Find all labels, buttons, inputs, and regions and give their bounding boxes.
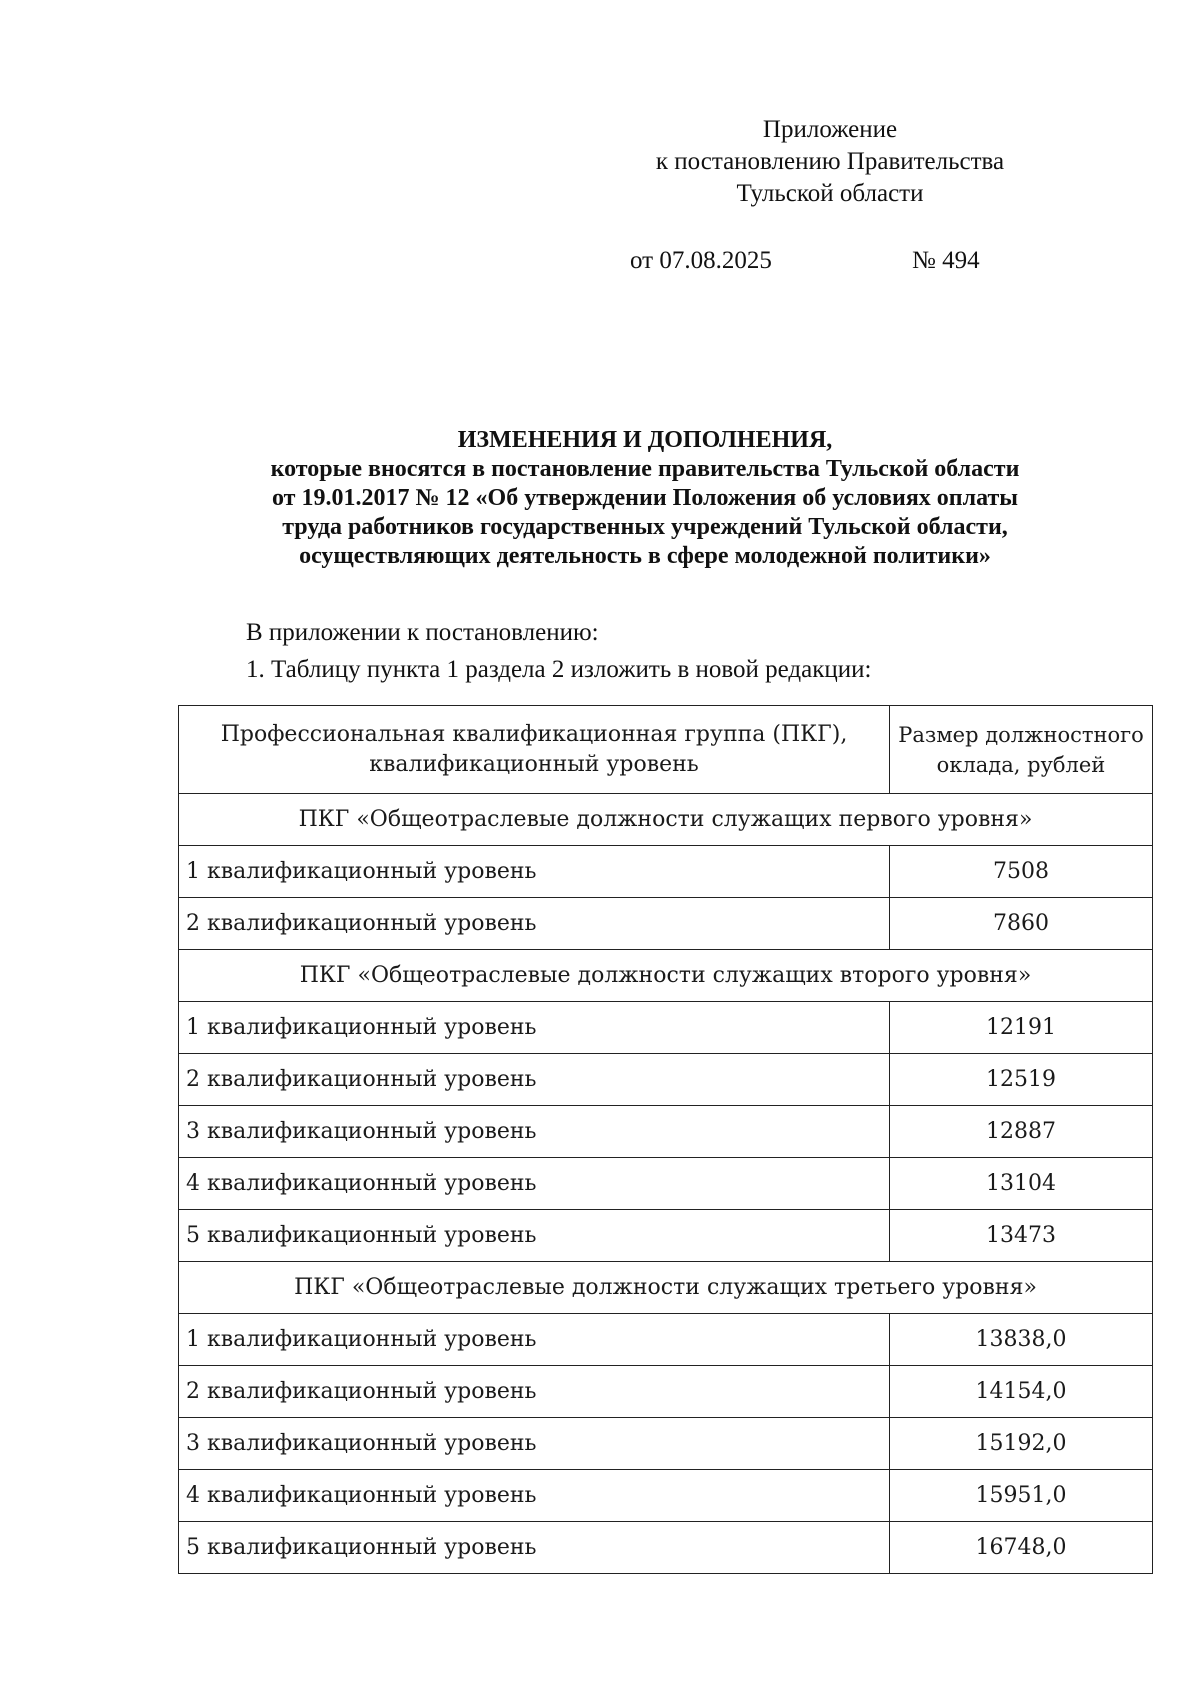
salary-cell: 16748,0 [890,1522,1153,1574]
level-cell: 1 квалификационный уровень [179,1314,890,1366]
heading-line: от 19.01.2017 № 12 «Об утверждении Положения об условиях оплаты [271,485,1019,511]
table-row [179,898,1153,950]
group-title: ПКГ «Общеотраслевые должности служащих первого уровня» [179,794,1153,846]
table-row [179,1314,1153,1366]
level-cell: 4 квалификационный уровень [179,1158,890,1210]
level-cell: 1 квалификационный уровень [179,1002,890,1054]
heading-line: которые вносятся в постановление правительства Тульской области [270,456,1020,482]
salary-cell: 12519 [890,1054,1153,1106]
heading-title: ИЗМЕНЕНИЯ И ДОПОЛНЕНИЯ, [457,427,833,453]
level-cell: 4 квалификационный уровень [179,1470,890,1522]
salary-cell: 13104 [890,1158,1153,1210]
table-row [179,1418,1153,1470]
decree-number: № 494 [912,247,980,274]
salary-table [178,705,1153,1574]
level-cell: 2 квалификационный уровень [179,1366,890,1418]
appendix-title: Приложение [762,116,898,143]
salary-cell: 7860 [890,898,1153,950]
intro-text [246,614,871,688]
decree-date: от 07.08.2025 [630,247,772,274]
appendix-reference: к постановлению Правительства [655,148,1005,175]
salary-cell: 13473 [890,1210,1153,1262]
document-heading [120,426,1170,571]
table-row [179,1158,1153,1210]
salary-cell: 14154,0 [890,1366,1153,1418]
table-row [179,846,1153,898]
group-title: ПКГ «Общеотраслевые должности служащих третьего уровня» [179,1262,1153,1314]
group-row [179,794,1153,846]
table-header-row [179,706,1153,794]
header-text: квалификационный уровень [369,751,699,777]
intro-line: В приложении к постановлению: [246,619,599,646]
group-row [179,950,1153,1002]
group-row [179,1262,1153,1314]
heading-line: осуществляющих деятельность в сфере молодежной политики» [299,543,991,569]
table-row [179,1002,1153,1054]
salary-cell: 12191 [890,1002,1153,1054]
table-row [179,1366,1153,1418]
level-cell: 5 квалификационный уровень [179,1522,890,1574]
salary-cell: 12887 [890,1106,1153,1158]
header-text: Профессиональная квалификационная группа (ПКГ), [220,721,848,747]
level-cell: 1 квалификационный уровень [179,846,890,898]
level-cell: 2 квалификационный уровень [179,1054,890,1106]
salary-cell: 13838,0 [890,1314,1153,1366]
table-row [179,1106,1153,1158]
intro-line: 1. Таблицу пункта 1 раздела 2 изложить в новой редакции: [246,656,872,683]
salary-cell: 15951,0 [890,1470,1153,1522]
appendix-block [600,114,1060,210]
header-text: Размер должностного [898,722,1144,747]
heading-line: труда работников государственных учреждений Тульской области, [282,514,1008,540]
header-salary [890,706,1153,794]
appendix-region: Тульской области [736,180,924,207]
header-text: оклада, рублей [936,752,1106,777]
level-cell: 5 квалификационный уровень [179,1210,890,1262]
table-row [179,1522,1153,1574]
table-row [179,1470,1153,1522]
header-group-level [179,706,890,794]
level-cell: 2 квалификационный уровень [179,898,890,950]
salary-cell: 15192,0 [890,1418,1153,1470]
level-cell: 3 квалификационный уровень [179,1418,890,1470]
salary-cell: 7508 [890,846,1153,898]
level-cell: 3 квалификационный уровень [179,1106,890,1158]
table-row [179,1054,1153,1106]
table-row [179,1210,1153,1262]
group-title: ПКГ «Общеотраслевые должности служащих второго уровня» [179,950,1153,1002]
